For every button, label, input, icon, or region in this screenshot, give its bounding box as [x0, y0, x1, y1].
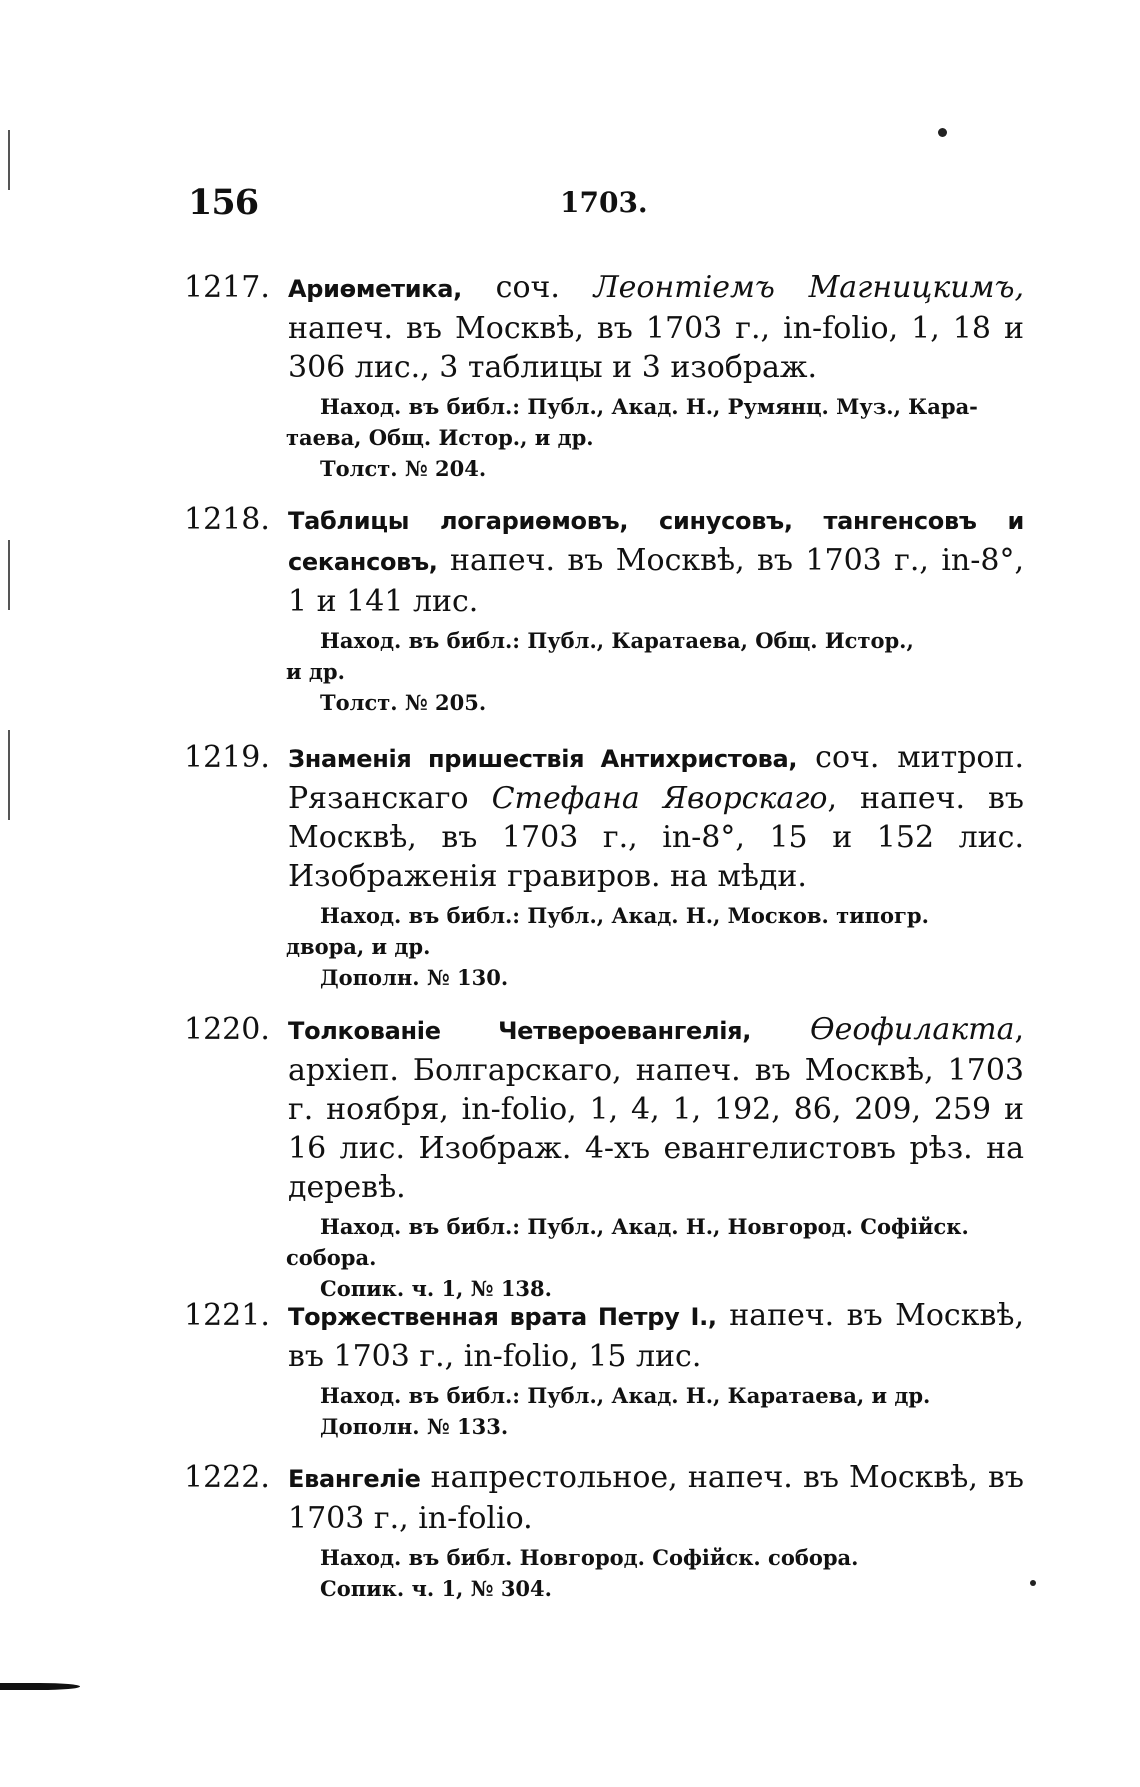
- entry-title: Евангеліе: [288, 1465, 421, 1493]
- catalog-entry: [184, 268, 1024, 484]
- entry-title: Торжественная врата Петру I.,: [288, 1303, 717, 1331]
- entry-main-text: [184, 268, 1024, 387]
- entry-holdings: [286, 625, 1024, 687]
- holdings-line: таева, Общ. Истор., и др.: [286, 425, 594, 450]
- holdings-line: и др.: [286, 659, 345, 684]
- entry-title: Ариѳметика,: [288, 275, 462, 303]
- entry-number: 1221.: [184, 1298, 270, 1333]
- catalog-entry: [184, 500, 1024, 718]
- entry-number: 1220.: [184, 1012, 270, 1047]
- entry-author: Ѳеофилакта: [810, 1012, 1015, 1047]
- entry-text: , напеч. въ Москвѣ, въ 1703 г., in-8°, 15 и 152 лис. Изображенія гравиров. на мѣди.: [288, 781, 1024, 894]
- entry-reference: Сопик. ч. 1, № 138.: [320, 1276, 552, 1301]
- entry-main-text: [184, 1296, 1024, 1376]
- catalog-entry: [184, 1458, 1024, 1604]
- entry-main-text: [184, 1458, 1024, 1538]
- page-number: 156: [188, 182, 259, 223]
- entry-text: , архіеп. Болгарскаго, напеч. въ Москвѣ, 1703 г. ноября, in-folio, 1, 4, 1, 192, 86, 209, 259 и 16 лис. Изображ. 4-хъ евангелистовъ рѣз. на деревѣ.: [288, 1012, 1024, 1205]
- running-head-year: 1703.: [560, 186, 648, 219]
- catalog-entry: [184, 738, 1024, 993]
- holdings-line: Наход. въ библ.: Публ., Акад. Н., Румянц. Муз., Кара-: [320, 394, 978, 419]
- catalog-entry: [184, 1010, 1024, 1304]
- entry-text: [751, 1012, 810, 1047]
- entry-reference: Дополн. № 130.: [320, 965, 509, 990]
- entry-text: напеч. въ Москвѣ, въ 1703 г., in-folio, 1, 18 и 306 лис., 3 таблицы и 3 изображ.: [288, 311, 1024, 385]
- scan-margin-line: [8, 730, 10, 820]
- entry-title: Таблицы логариѳмовъ, синусовъ, тангенсовъ и секансовъ,: [288, 507, 1024, 576]
- entry-main-text: [184, 1010, 1024, 1207]
- holdings-line: двора, и др.: [286, 934, 431, 959]
- scan-speck: [938, 128, 947, 137]
- holdings-line: Наход. въ библ. Новгород. Софійск. собора.: [320, 1545, 859, 1570]
- entry-title: Знаменія пришествія Антихристова,: [288, 745, 798, 773]
- entry-reference: Толст. № 204.: [320, 456, 487, 481]
- entry-number: 1218.: [184, 502, 270, 537]
- entry-author: Леонтіемъ Магницкимъ,: [593, 270, 1024, 305]
- catalog-entry: [184, 1296, 1024, 1442]
- holdings-line: собора.: [286, 1245, 377, 1270]
- entry-number: 1222.: [184, 1460, 270, 1495]
- scan-speck: [1030, 1580, 1036, 1586]
- entry-reference: Дополн. № 133.: [320, 1414, 509, 1439]
- entry-text: напеч. въ Москвѣ, въ 1703 г., in-folio, 15 лис.: [288, 1298, 1024, 1374]
- scan-edge-mark: [0, 1683, 80, 1690]
- entry-holdings: [320, 1380, 1024, 1411]
- entry-number: 1219.: [184, 740, 270, 775]
- holdings-line: Наход. въ библ.: Публ., Акад. Н., Каратаева, и др.: [320, 1383, 931, 1408]
- entry-text: соч.: [461, 270, 594, 305]
- entry-reference: Толст. № 205.: [320, 690, 487, 715]
- entry-holdings: [286, 391, 1024, 453]
- entry-reference: Сопик. ч. 1, № 304.: [320, 1576, 552, 1601]
- scan-margin-line: [8, 130, 10, 190]
- entry-holdings: [320, 1542, 1024, 1573]
- entry-title: Толкованіе Четвероевангелія,: [288, 1017, 752, 1045]
- entry-author: Стефана Яворскаго: [491, 781, 828, 816]
- entry-main-text: [184, 738, 1024, 896]
- holdings-line: Наход. въ библ.: Публ., Акад. Н., Москов. типогр.: [320, 903, 929, 928]
- entry-holdings: [286, 1211, 1024, 1273]
- entry-text: напрестольное, напеч. въ Москвѣ, въ 1703 г., in-folio.: [288, 1460, 1024, 1536]
- holdings-line: Наход. въ библ.: Публ., Акад. Н., Новгород. Софійск.: [320, 1214, 969, 1239]
- entry-main-text: [184, 500, 1024, 621]
- scan-margin-line: [8, 540, 10, 610]
- entry-text: соч. митроп. Рязанскаго: [288, 740, 1025, 816]
- entry-holdings: [286, 900, 1024, 962]
- entry-number: 1217.: [184, 270, 270, 305]
- holdings-line: Наход. въ библ.: Публ., Каратаева, Общ. Истор.,: [320, 628, 914, 653]
- entry-text: напеч. въ Москвѣ, въ 1703 г., in-8°, 1 и 141 лис.: [288, 543, 1024, 619]
